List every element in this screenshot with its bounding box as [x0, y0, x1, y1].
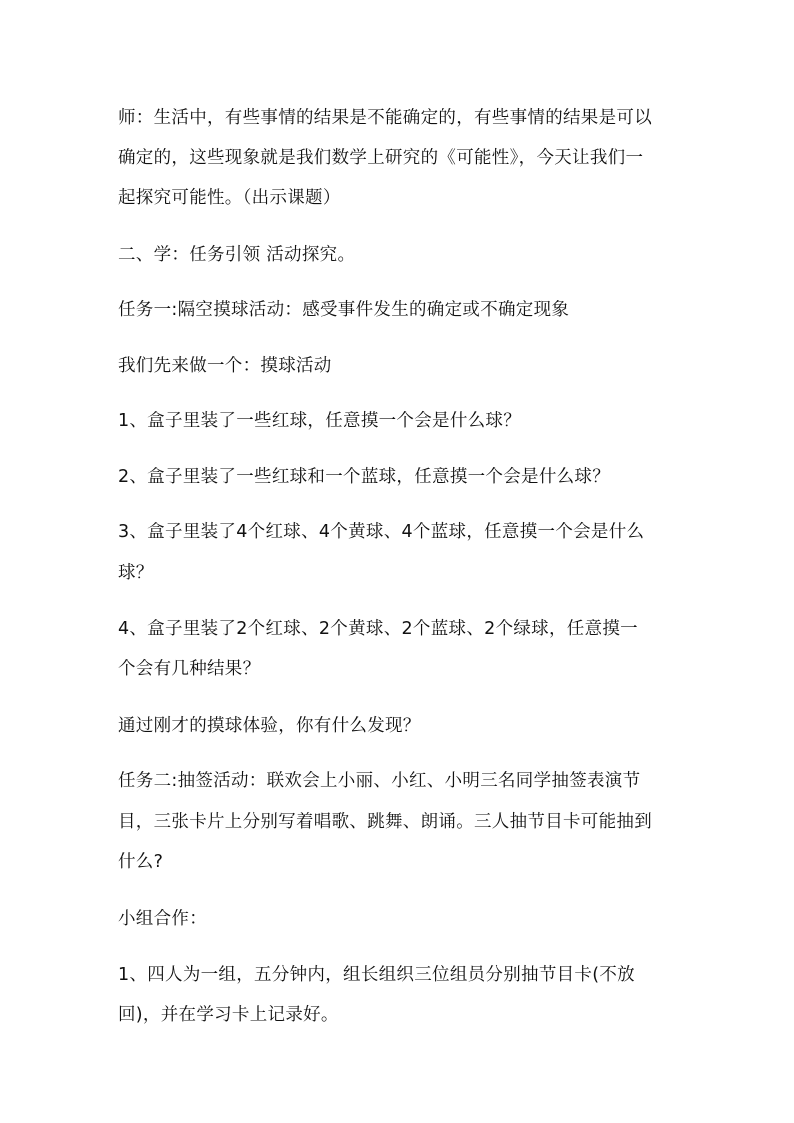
paragraph-line: 确定的，这些现象就是我们数学上研究的《可能性》，今天让我们一 — [118, 148, 644, 168]
list-item: 1、四人为一组，五分钟内，组长组织三位组员分别抽节目卡(不放 — [118, 965, 635, 985]
list-item: 1、盒子里装了一些红球，任意摸一个会是什么球？ — [118, 411, 522, 431]
list-item-continuation: 个会有几种结果？ — [118, 659, 261, 679]
list-item-continuation: 回)，并在学习卡上记录好。 — [118, 1005, 339, 1025]
list-item: 4、盒子里装了2个红球、2个黄球、2个蓝球、2个绿球，任意摸一 — [118, 619, 638, 639]
paragraph-line: 小组合作： — [118, 909, 207, 929]
task-heading: 任务一:隔空摸球活动：感受事件发生的确定或不确定现象 — [118, 300, 570, 320]
list-item-continuation: 球？ — [118, 563, 154, 583]
task-heading: 任务二:抽签活动：联欢会上小丽、小红、小明三名同学抽签表演节 — [118, 771, 641, 791]
list-item: 3、盒子里装了4个红球、4个黄球、4个蓝球，任意摸一个会是什么 — [118, 522, 645, 542]
paragraph-line: 我们先来做一个：摸球活动 — [118, 356, 332, 376]
list-item: 2、盒子里装了一些红球和一个蓝球，任意摸一个会是什么球？ — [118, 467, 611, 487]
section-heading: 二、学：任务引领 活动探究。 — [118, 245, 356, 265]
paragraph-line: 目，三张卡片上分别写着唱歌、跳舞、朗诵。三人抽节目卡可能抽到 — [118, 812, 652, 832]
paragraph-line: 起探究可能性。（出示课题） — [118, 188, 341, 208]
paragraph-line: 通过刚才的摸球体验，你有什么发现？ — [118, 716, 421, 736]
paragraph-line: 什么? — [118, 852, 164, 872]
paragraph-line: 师：生活中，有些事情的结果是不能确定的，有些事情的结果是可以 — [118, 108, 652, 128]
